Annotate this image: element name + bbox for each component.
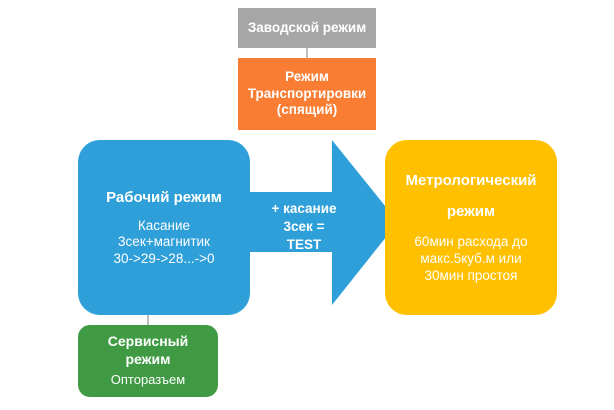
working-mode-line2: 3сек+магнитик (118, 234, 210, 250)
transport-mode-title-line2: Транспортировки (247, 85, 367, 101)
node-metrology-mode[interactable] (385, 140, 557, 315)
arrow-label-line3: TEST (286, 237, 322, 253)
metrology-mode-line1: 60мин расхода до (414, 233, 528, 249)
metrology-mode-title-line2: режим (446, 203, 496, 221)
metrology-mode-line3: 30мин простоя (424, 267, 518, 283)
metrology-mode-line2: макс.5куб.м или (420, 250, 522, 266)
service-mode-title-line1: Сервисный (107, 333, 189, 350)
factory-mode-title: Заводской режим (247, 19, 367, 35)
working-mode-line3: 30->29->28...->0 (113, 251, 215, 267)
node-working-mode[interactable] (78, 140, 250, 315)
transport-mode-title-line1: Режим (285, 68, 329, 84)
node-service-mode[interactable] (78, 325, 218, 397)
connector-factory-to-transport (306, 48, 308, 58)
working-mode-line1: Касание (137, 217, 191, 233)
transport-mode-title-line3: (спящий) (276, 102, 338, 118)
arrow-label-line1: + касание (271, 201, 337, 216)
service-mode-title-line2: режим (125, 350, 171, 367)
node-factory-mode[interactable] (238, 8, 376, 48)
working-mode-title: Рабочий режим (106, 188, 222, 206)
arrow-label (248, 200, 360, 255)
arrow-label-line2: 3сек = (283, 219, 325, 235)
metrology-mode-title-line1: Метрологический (405, 172, 537, 190)
service-mode-body: Опторазъем (110, 372, 186, 388)
connector-working-to-service (147, 315, 149, 325)
node-transport-mode[interactable] (238, 58, 376, 130)
